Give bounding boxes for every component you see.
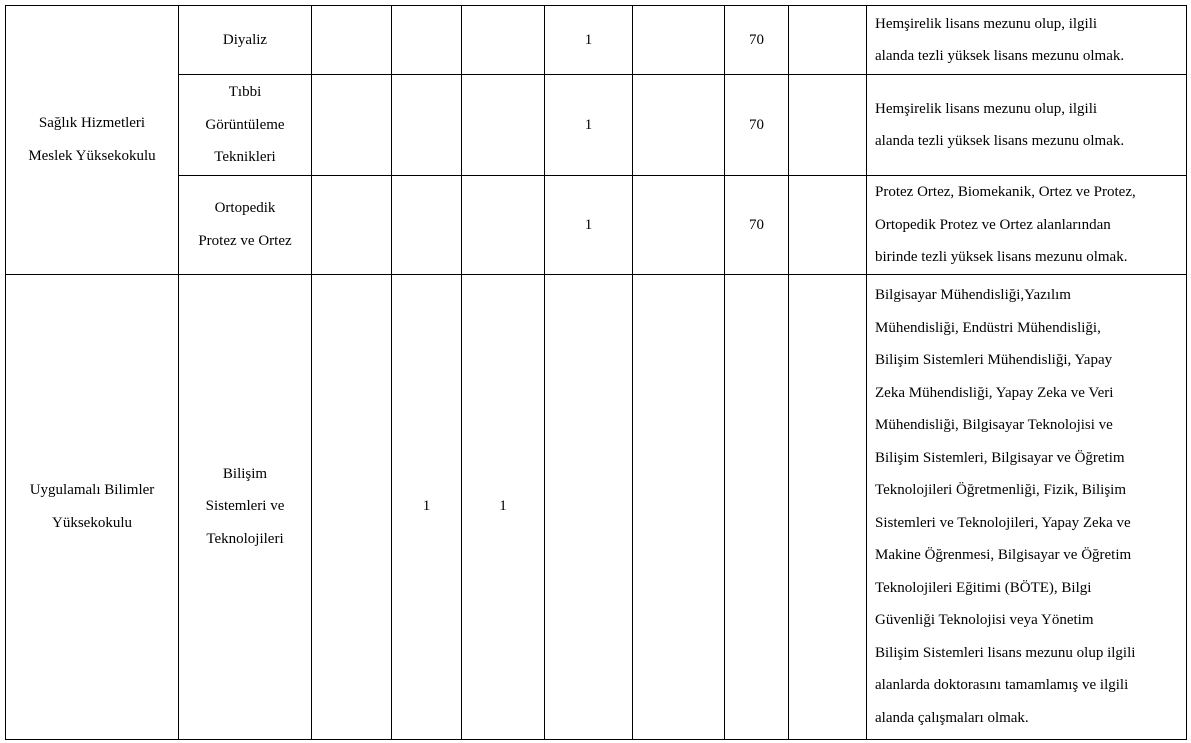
count-cell: [633, 6, 725, 75]
program-name-line: Bilişim: [222, 465, 268, 482]
program-name-line: Ortopedik: [214, 200, 276, 217]
count-cell: [392, 6, 462, 75]
program-cell: [179, 75, 312, 176]
requirement-line: Teknolojileri Eğitimi (BÖTE), Bilgi: [875, 579, 1092, 596]
staff-requirements-table: [5, 5, 1187, 740]
count-cell: [312, 176, 392, 275]
count-cell: [633, 75, 725, 176]
count-cell: 1: [545, 6, 633, 75]
requirement-line: alanda tezli yüksek lisans mezunu olmak.: [875, 48, 1125, 64]
unit-name-line: Uygulamalı Bilimler: [29, 482, 155, 498]
requirement-line: Bilişim Sistemleri Mühendisliği, Yapay: [875, 352, 1113, 368]
table-row: [6, 274, 1187, 739]
program-name-line: Teknikleri: [214, 149, 276, 166]
table-row: [6, 6, 1187, 75]
count-cell: 1: [545, 75, 633, 176]
requirement-line: Zeka Mühendisliği, Yapay Zeka ve Veri: [875, 384, 1114, 401]
requirement-line: Ortopedik Protez ve Ortez alanlarından: [875, 216, 1111, 233]
requirement-line: alanda çalışmaları olmak.: [875, 709, 1029, 726]
count-cell: [462, 75, 545, 176]
requirement-line: Hemşirelik lisans mezunu olup, ilgili: [875, 15, 1098, 32]
program-cell: [179, 176, 312, 275]
table-row: [6, 176, 1187, 275]
requirement-line: birinde tezli yüksek lisans mezunu olmak.: [875, 249, 1128, 265]
table-row: [6, 75, 1187, 176]
score-cell: 70: [725, 6, 789, 75]
count-cell: [462, 6, 545, 75]
program-name-line: Görüntüleme: [205, 116, 285, 133]
score-cell: 70: [725, 176, 789, 275]
count-cell: [312, 274, 392, 739]
requirement-line: Hemşirelik lisans mezunu olup, ilgili: [875, 100, 1098, 117]
requirement-line: Güvenliği Teknolojisi veya Yönetim: [875, 612, 1094, 628]
requirement-line: Bilgisayar Mühendisliği,Yazılım: [875, 287, 1071, 303]
unit-name-line: Sağlık Hizmetleri: [38, 115, 146, 132]
requirements-cell: [867, 176, 1187, 275]
count-cell: [633, 274, 725, 739]
unit-cell: [6, 6, 179, 275]
count-cell: [633, 176, 725, 275]
requirements-cell: [867, 6, 1187, 75]
count-cell: 1: [545, 176, 633, 275]
requirement-line: Teknolojileri Öğretmenliği, Fizik, Bilişim: [875, 482, 1127, 498]
program-name-line: Diyaliz: [222, 31, 268, 48]
requirement-line: Mühendisliği, Bilgisayar Teknolojisi ve: [875, 417, 1113, 433]
count-cell: [462, 176, 545, 275]
unit-name-line: Yüksekokulu: [52, 514, 132, 531]
program-name-line: Teknolojileri: [206, 530, 284, 547]
count-cell: [392, 75, 462, 176]
program-name-line: Protez ve Ortez: [198, 232, 292, 249]
count-cell: 1: [462, 274, 545, 739]
count-cell: [312, 6, 392, 75]
requirement-line: alanlarda doktorasını tamamlamış ve ilgili: [875, 677, 1129, 693]
program-name-line: Tıbbi: [228, 84, 262, 101]
count-cell: [545, 274, 633, 739]
count-cell: [392, 176, 462, 275]
requirement-line: alanda tezli yüksek lisans mezunu olmak.: [875, 133, 1125, 149]
program-name-line: Sistemleri ve: [205, 498, 285, 515]
count-cell: [312, 75, 392, 176]
requirement-line: Mühendisliği, Endüstri Mühendisliği,: [875, 319, 1101, 336]
count-cell: [789, 6, 867, 75]
requirement-line: Protez Ortez, Biomekanik, Ortez ve Protez,: [875, 184, 1136, 200]
requirement-line: Bilişim Sistemleri, Bilgisayar ve Öğretim: [875, 449, 1125, 466]
requirement-line: Makine Öğrenmesi, Bilgisayar ve Öğretim: [875, 547, 1132, 563]
requirement-line: Sistemleri ve Teknolojileri, Yapay Zeka ve: [875, 514, 1131, 531]
count-cell: [789, 75, 867, 176]
unit-name-line: Meslek Yüksekokulu: [28, 147, 156, 164]
program-cell: [179, 6, 312, 75]
count-cell: [789, 274, 867, 739]
score-cell: [725, 274, 789, 739]
count-cell: [789, 176, 867, 275]
program-cell: [179, 274, 312, 739]
requirement-line: Bilişim Sistemleri lisans mezunu olup ilgili: [875, 644, 1136, 661]
requirements-cell: [867, 274, 1187, 739]
unit-cell: [6, 274, 179, 739]
score-cell: 70: [725, 75, 789, 176]
requirements-cell: [867, 75, 1187, 176]
count-cell: 1: [392, 274, 462, 739]
